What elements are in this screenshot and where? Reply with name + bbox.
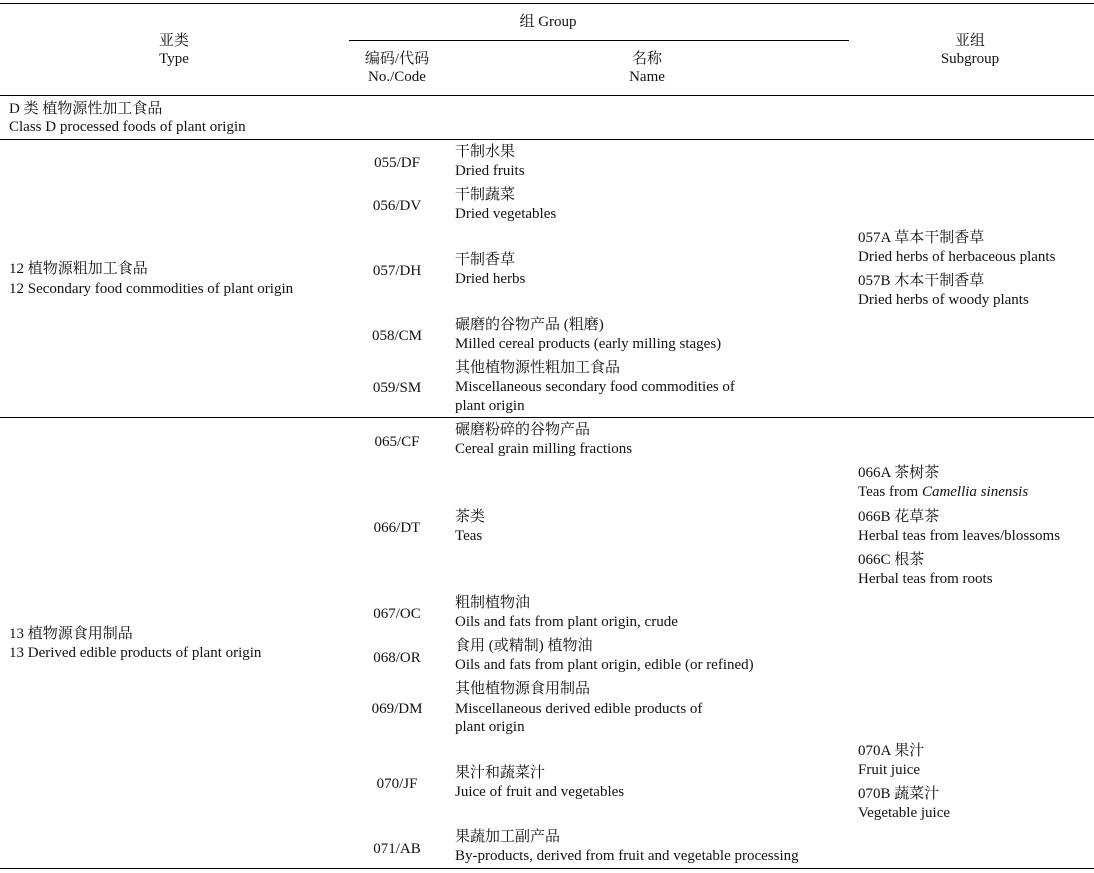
group-code: 068/OR bbox=[373, 650, 421, 666]
group-name-zh: 碾磨的谷物产品 (粗磨) bbox=[455, 317, 604, 333]
header-code-en: No./Code bbox=[368, 69, 426, 85]
group-code: 058/CM bbox=[371, 328, 422, 344]
header-subgroup-zh: 亚组 bbox=[954, 33, 985, 49]
subgroup-en: Herbal teas from roots bbox=[858, 571, 993, 587]
subgroup-zh: 070A 果汁 bbox=[858, 743, 925, 759]
header-name-zh: 名称 bbox=[631, 51, 662, 67]
section-12-type-en: 12 Secondary food commodities of plant origin bbox=[9, 281, 294, 297]
class-row-rule bbox=[0, 139, 1094, 140]
group-name-en: Oils and fats from plant origin, edible (or refined) bbox=[455, 657, 754, 673]
group-header-rule bbox=[349, 40, 849, 41]
group-name-zh: 果蔬加工副产品 bbox=[455, 829, 561, 845]
group-name-zh: 干制蔬菜 bbox=[455, 187, 516, 203]
subgroup-en: Dried herbs of herbaceous plants bbox=[858, 249, 1056, 265]
group-name-zh: 其他植物源食用制品 bbox=[455, 681, 591, 697]
header-name-en: Name bbox=[629, 69, 665, 85]
subgroup-en: Dried herbs of woody plants bbox=[858, 292, 1029, 308]
group-name-zh: 其他植物源性粗加工食品 bbox=[455, 360, 621, 376]
group-name-en: Miscellaneous secondary food commodities of bbox=[455, 379, 735, 395]
group-name-en: Teas bbox=[455, 528, 483, 544]
subgroup-zh: 066A 茶树茶 bbox=[858, 465, 940, 481]
group-name-en: plant origin bbox=[455, 398, 525, 414]
header-bottom-rule bbox=[0, 95, 1094, 96]
group-name-zh: 茶类 bbox=[455, 509, 486, 525]
subgroup-zh: 066B 花草茶 bbox=[858, 509, 940, 525]
group-name-en: plant origin bbox=[455, 719, 525, 735]
group-name-en: Milled cereal products (early milling stages) bbox=[455, 336, 722, 352]
group-code: 067/OC bbox=[373, 606, 421, 622]
header-type-en: Type bbox=[159, 51, 189, 67]
group-name-zh: 碾磨粉碎的谷物产品 bbox=[455, 422, 591, 438]
group-code: 056/DV bbox=[372, 198, 422, 214]
header-code-zh: 编码/代码 bbox=[364, 51, 430, 67]
group-code: 057/DH bbox=[372, 263, 422, 279]
subgroup-en-species: Camellia sinensis bbox=[921, 484, 1029, 500]
group-name-en: Dried herbs bbox=[455, 271, 526, 287]
group-code: 066/DT bbox=[373, 520, 421, 536]
group-name-en: Dried fruits bbox=[455, 163, 525, 179]
subgroup-en bbox=[858, 483, 1028, 501]
group-name-zh: 食用 (或精制) 植物油 bbox=[455, 638, 593, 654]
header-group: 组 Group bbox=[519, 14, 577, 30]
subgroup-zh: 070B 蔬菜汁 bbox=[858, 786, 940, 802]
header-type-zh: 亚类 bbox=[158, 33, 189, 49]
group-name-en: Oils and fats from plant origin, crude bbox=[455, 614, 678, 630]
group-name-en: By-products, derived from fruit and vegetable processing bbox=[455, 848, 799, 864]
section-13-type-zh: 13 植物源食用制品 bbox=[9, 626, 133, 642]
group-code: 071/AB bbox=[373, 841, 421, 857]
subgroup-zh: 066C 根茶 bbox=[858, 552, 925, 568]
subgroup-en: Fruit juice bbox=[858, 762, 921, 778]
group-name-en: Juice of fruit and vegetables bbox=[455, 784, 625, 800]
header-subgroup-en: Subgroup bbox=[940, 51, 1000, 67]
group-name-zh: 干制水果 bbox=[455, 144, 516, 160]
group-code: 055/DF bbox=[374, 155, 420, 171]
group-name-zh: 粗制植物油 bbox=[455, 595, 531, 611]
section-13-type-en: 13 Derived edible products of plant origin bbox=[9, 645, 262, 661]
table-bottom-rule bbox=[0, 868, 1094, 869]
table-top-rule bbox=[0, 3, 1094, 4]
subgroup-zh: 057B 木本干制香草 bbox=[858, 273, 985, 289]
group-code: 065/CF bbox=[374, 434, 420, 450]
group-name-zh: 果汁和蔬菜汁 bbox=[455, 765, 546, 781]
section-divider-rule bbox=[0, 417, 1094, 418]
group-code: 059/SM bbox=[372, 380, 422, 396]
group-code: 069/DM bbox=[371, 701, 423, 717]
group-name-en: Cereal grain milling fractions bbox=[455, 441, 633, 457]
group-name-en: Miscellaneous derived edible products of bbox=[455, 701, 703, 717]
group-name-zh: 干制香草 bbox=[455, 252, 516, 268]
group-name-en: Dried vegetables bbox=[455, 206, 557, 222]
section-12-type-zh: 12 植物源粗加工食品 bbox=[9, 261, 148, 277]
class-title-zh: D 类 植物源性加工食品 bbox=[9, 101, 163, 117]
subgroup-en: Vegetable juice bbox=[858, 805, 951, 821]
subgroup-en-prefix: Teas from bbox=[858, 484, 922, 500]
subgroup-en: Herbal teas from leaves/blossoms bbox=[858, 528, 1061, 544]
class-title-en: Class D processed foods of plant origin bbox=[9, 119, 246, 135]
group-code: 070/JF bbox=[376, 776, 418, 792]
subgroup-zh: 057A 草本干制香草 bbox=[858, 230, 985, 246]
